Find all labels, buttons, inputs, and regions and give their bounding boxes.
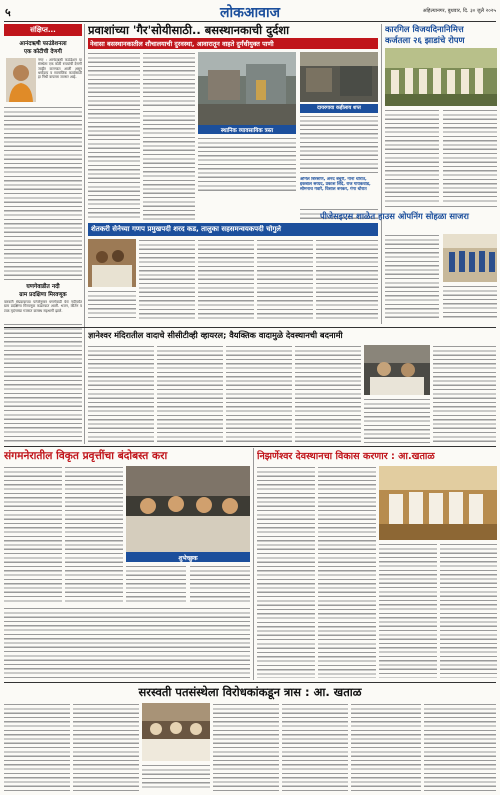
masthead-divider [4, 21, 496, 22]
bottom-headline: सरस्वती पतसंस्थेला विरोधकांकडून त्रास : आ. खताळ [138, 685, 362, 699]
sangamner-top-rule [4, 446, 496, 447]
middle-vertical-rule [253, 448, 254, 680]
lead-box-title: दायरगावा कहीलाय शप्त [300, 104, 378, 113]
shiv-sena-headline: शेतकरी सेनेच्या गणप प्रमुखपदी शरद कड, तालुका सहसमन्वयकपदी चोगुले [91, 225, 282, 233]
kargil-photo [385, 48, 497, 106]
lead-subheadline-bar [88, 38, 378, 49]
sangamner-body-col2 [65, 466, 123, 604]
sidebar-item2-body [4, 323, 82, 442]
shiv-sena-body-col2 [198, 239, 254, 321]
edition-line: अहिल्यानगर, बुधवार, दि. ३० जुलै २०२५ [422, 8, 496, 14]
shiv-sena-body-col4 [316, 239, 378, 321]
banner-body-col4 [295, 345, 361, 443]
sidebar [4, 24, 82, 444]
sidebar-divider [4, 279, 82, 280]
center-vertical-rule [381, 24, 382, 324]
kargil-headline-2: कर्जतला २६ झाडांचे रोपण [385, 35, 465, 45]
pjseis-photo [443, 234, 497, 282]
sidebar-tag: संक्षिप्त... [4, 24, 82, 36]
sidebar-vertical-rule [84, 24, 85, 444]
nijharne-body-col1 [257, 466, 315, 678]
pjseis-headline: पीजेसइएस शाळेत हाउस ओपनिंग सोहळा साजरा [320, 211, 469, 221]
bottom-body-col2 [73, 703, 139, 791]
sidebar-item2-title: घणगेवाडीत नदी [26, 284, 60, 290]
sidebar-item1-preview: नगर : आनंदऋषी फाउंडेशन या संस्थेला एक कोटी रुपयांची देणगी जाहीर करण्यात आली असून धर्मादाय व सामाजिक कार्यासाठी हा निधी वापरला जाणार आहे. [38, 58, 82, 80]
kargil-headline-1: कारगिल विजयदिनानिमित्त [385, 24, 464, 34]
lead-box-body [300, 115, 378, 175]
sidebar-item1-title-1: आनंदऋषी फाउंडेशनला [19, 41, 67, 47]
banner-body-col1 [88, 345, 154, 443]
banner-top-rule [4, 327, 496, 328]
banner-body-col2 [157, 345, 223, 443]
sidebar-portrait-photo [6, 58, 36, 102]
lead-photo [198, 52, 296, 125]
sangamner-body-col4 [190, 565, 250, 604]
bottom-body-col5 [282, 703, 348, 791]
bottom-body-col4 [213, 703, 279, 791]
sidebar-item2-subtitle: ग्राम प्रदक्षिणा मिरवणूक [19, 292, 67, 298]
banner-body-col5 [364, 398, 430, 443]
sidebar-item1-title-2: एक कोटीची देणगी [24, 49, 62, 55]
shiv-sena-body-col1 [139, 239, 195, 321]
banner-body-col3 [226, 345, 292, 443]
nijharne-body-col4 [440, 543, 497, 678]
nijharne-body-col3 [379, 543, 437, 678]
sidebar-item1-body [4, 106, 82, 276]
sidebar-item2-preview: वारकरी संप्रदायाच्या परंपरेनुसार घणगेवाडी येथे नदीपर्यंत ग्राम प्रदक्षिणा मिरवणूक काढण्यात आली. भजन, कीर्तन व टाळ मृदंगाच्या गजरात ग्रामस्थ सहभागी झाले. [4, 300, 82, 313]
kargil-body-col1 [385, 109, 439, 204]
bottom-body-col6 [351, 703, 421, 791]
right-divider-1 [385, 206, 497, 207]
shiv-sena-body-col3 [257, 239, 313, 321]
nijharne-body-col2 [318, 466, 376, 678]
bottom-photo [142, 703, 210, 761]
lead-photo-2 [300, 52, 378, 102]
sangamner-body-lower [4, 607, 250, 679]
sangamner-headline: संगमनेरातील विकृत प्रवृत्तींचा बंदोबस्त करा [4, 450, 168, 462]
bottom-body-col3 [142, 764, 210, 791]
lead-body-col4 [198, 137, 296, 192]
sangamner-photo [126, 466, 250, 552]
masthead [0, 0, 500, 22]
sangamner-body-col1 [4, 466, 62, 604]
paper-logo: लोकआवाज [220, 5, 280, 21]
bottom-top-rule [4, 682, 496, 683]
bottom-body-col7 [424, 703, 496, 791]
kargil-body-col2 [443, 109, 497, 204]
shiv-sena-headline-bar [88, 223, 378, 236]
pjseis-body-col1 [385, 234, 439, 320]
sangamner-photo-banner-text: शुभेच्छुक [178, 554, 198, 562]
page-number: ५ [5, 6, 11, 19]
bottom-body-col1 [4, 703, 70, 791]
lead-sidebar-box [300, 104, 378, 220]
nijharne-photo [379, 466, 497, 540]
lead-body-col1 [88, 52, 140, 220]
shiv-sena-body-col0 [88, 290, 136, 321]
sangamner-photo-banner [126, 552, 250, 562]
nijharne-headline: निझर्णेश्वर देवस्थानचा विकास करणार : आ.खताळ [257, 451, 435, 462]
shiv-sena-photo [88, 239, 136, 287]
banner-photo [364, 345, 430, 395]
lead-box-names: अनिल बिरसाण, अनंद बचुरी, नाना थोरात, इकबाल सय्यद, प्रकाश शिंदे, राज गायकवाड, सोमनाथ गवारे, विशाल बनकर, गंगा थोरात [300, 177, 371, 192]
lead-body-col3 [143, 110, 195, 220]
lead-photo-caption: स्थानिक व्यावसायिक त्रस्त [220, 128, 274, 134]
lead-headline: प्रवाशांच्या 'गैर'सोयीसाठी.. बसस्थानकाची दुर्दशा [88, 23, 290, 37]
lead-subheadline: नेवासा बसस्थानकातील शौचालयाची दुरवस्था, आवारातून वाहते दुर्गंधीयुक्त पाणी [90, 40, 274, 48]
lead-body-col2 [143, 52, 195, 107]
pjseis-body-col2 [443, 285, 497, 320]
sangamner-body-col3 [126, 565, 186, 604]
banner-body-col6 [433, 345, 496, 443]
banner-headline: ज्ञानेश्वर मंदिरातील वादाचे सीसीटीव्ही व्हायरल; वैयक्तिक वादामुळे देवस्थानची बदनामी [88, 330, 343, 340]
lead-photo-caption-bar [198, 125, 296, 134]
